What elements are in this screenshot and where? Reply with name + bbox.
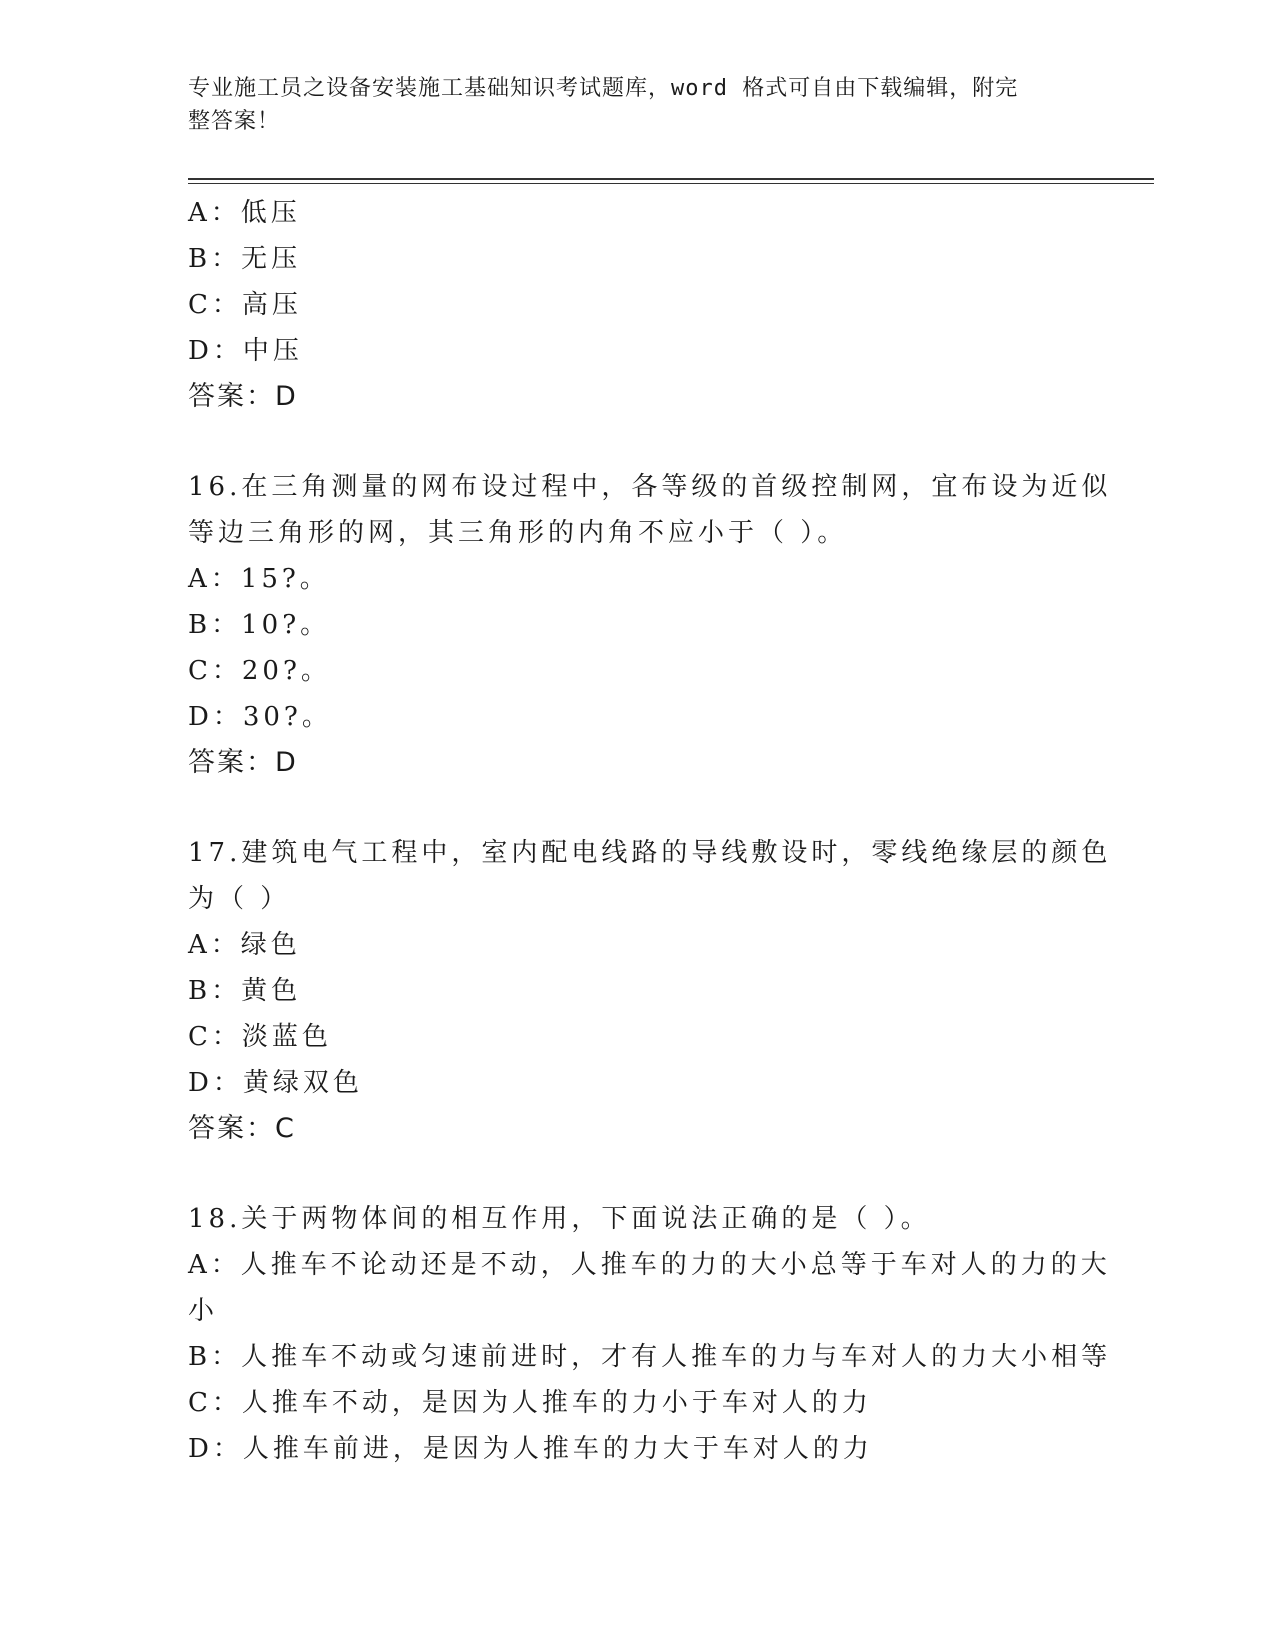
header-rule-bottom [188,183,1154,184]
option-d: D：人推车前进，是因为人推车的力大于车对人的力 [188,1434,873,1464]
option-d: D：30?。 [188,702,332,732]
question-stem: 16.在三角测量的网布设过程中，各等级的首级控制网，宜布设为近似 [188,472,1112,502]
option-c: C：高压 [188,290,302,320]
question-stem-cont: 为（ ） [188,884,291,914]
question-stem: 18.关于两物体间的相互作用，下面说法正确的是（ ）。 [188,1204,931,1234]
question-list [188,190,1112,1472]
option-c: C：20?。 [188,656,331,686]
answer: 答案：C [188,1113,296,1144]
option-c: C：淡蓝色 [188,1022,332,1052]
option-c: C：人推车不动，是因为人推车的力小于车对人的力 [188,1388,872,1418]
header-line-1: 专业施工员之设备安装施工基础知识考试题库，word 格式可自由下载编辑，附完 [188,76,1019,101]
option-b: B：人推车不动或匀速前进时，才有人推车的力与车对人的力大小相等 [188,1342,1112,1372]
option-b: B：10?。 [188,610,331,640]
question-16 [188,464,1112,786]
option-a: A：低压 [188,198,301,228]
option-a-cont: 小 [188,1296,219,1326]
option-a: A：人推车不论动还是不动，人推车的力的大小总等于车对人的力的大 [188,1250,1111,1280]
document-header [188,72,1068,138]
option-b: B：无压 [188,244,302,274]
option-a: A：15?。 [188,564,330,594]
answer: 答案：D [188,381,298,412]
header-line-2: 整答案！ [188,109,281,134]
question-stem: 17.建筑电气工程中，室内配电线路的导线敷设时，零线绝缘层的颜色 [188,838,1112,868]
option-b: B：黄色 [188,976,302,1006]
question-15 [188,190,1088,420]
question-stem-cont: 等边三角形的网，其三角形的内角不应小于（ ）。 [188,518,848,548]
question-17 [188,830,1112,1152]
header-rule-top [188,178,1154,180]
option-d: D：中压 [188,336,303,366]
option-d: D：黄绿双色 [188,1068,363,1098]
question-18 [188,1196,1112,1472]
option-a: A：绿色 [188,930,301,960]
answer: 答案：D [188,747,298,778]
